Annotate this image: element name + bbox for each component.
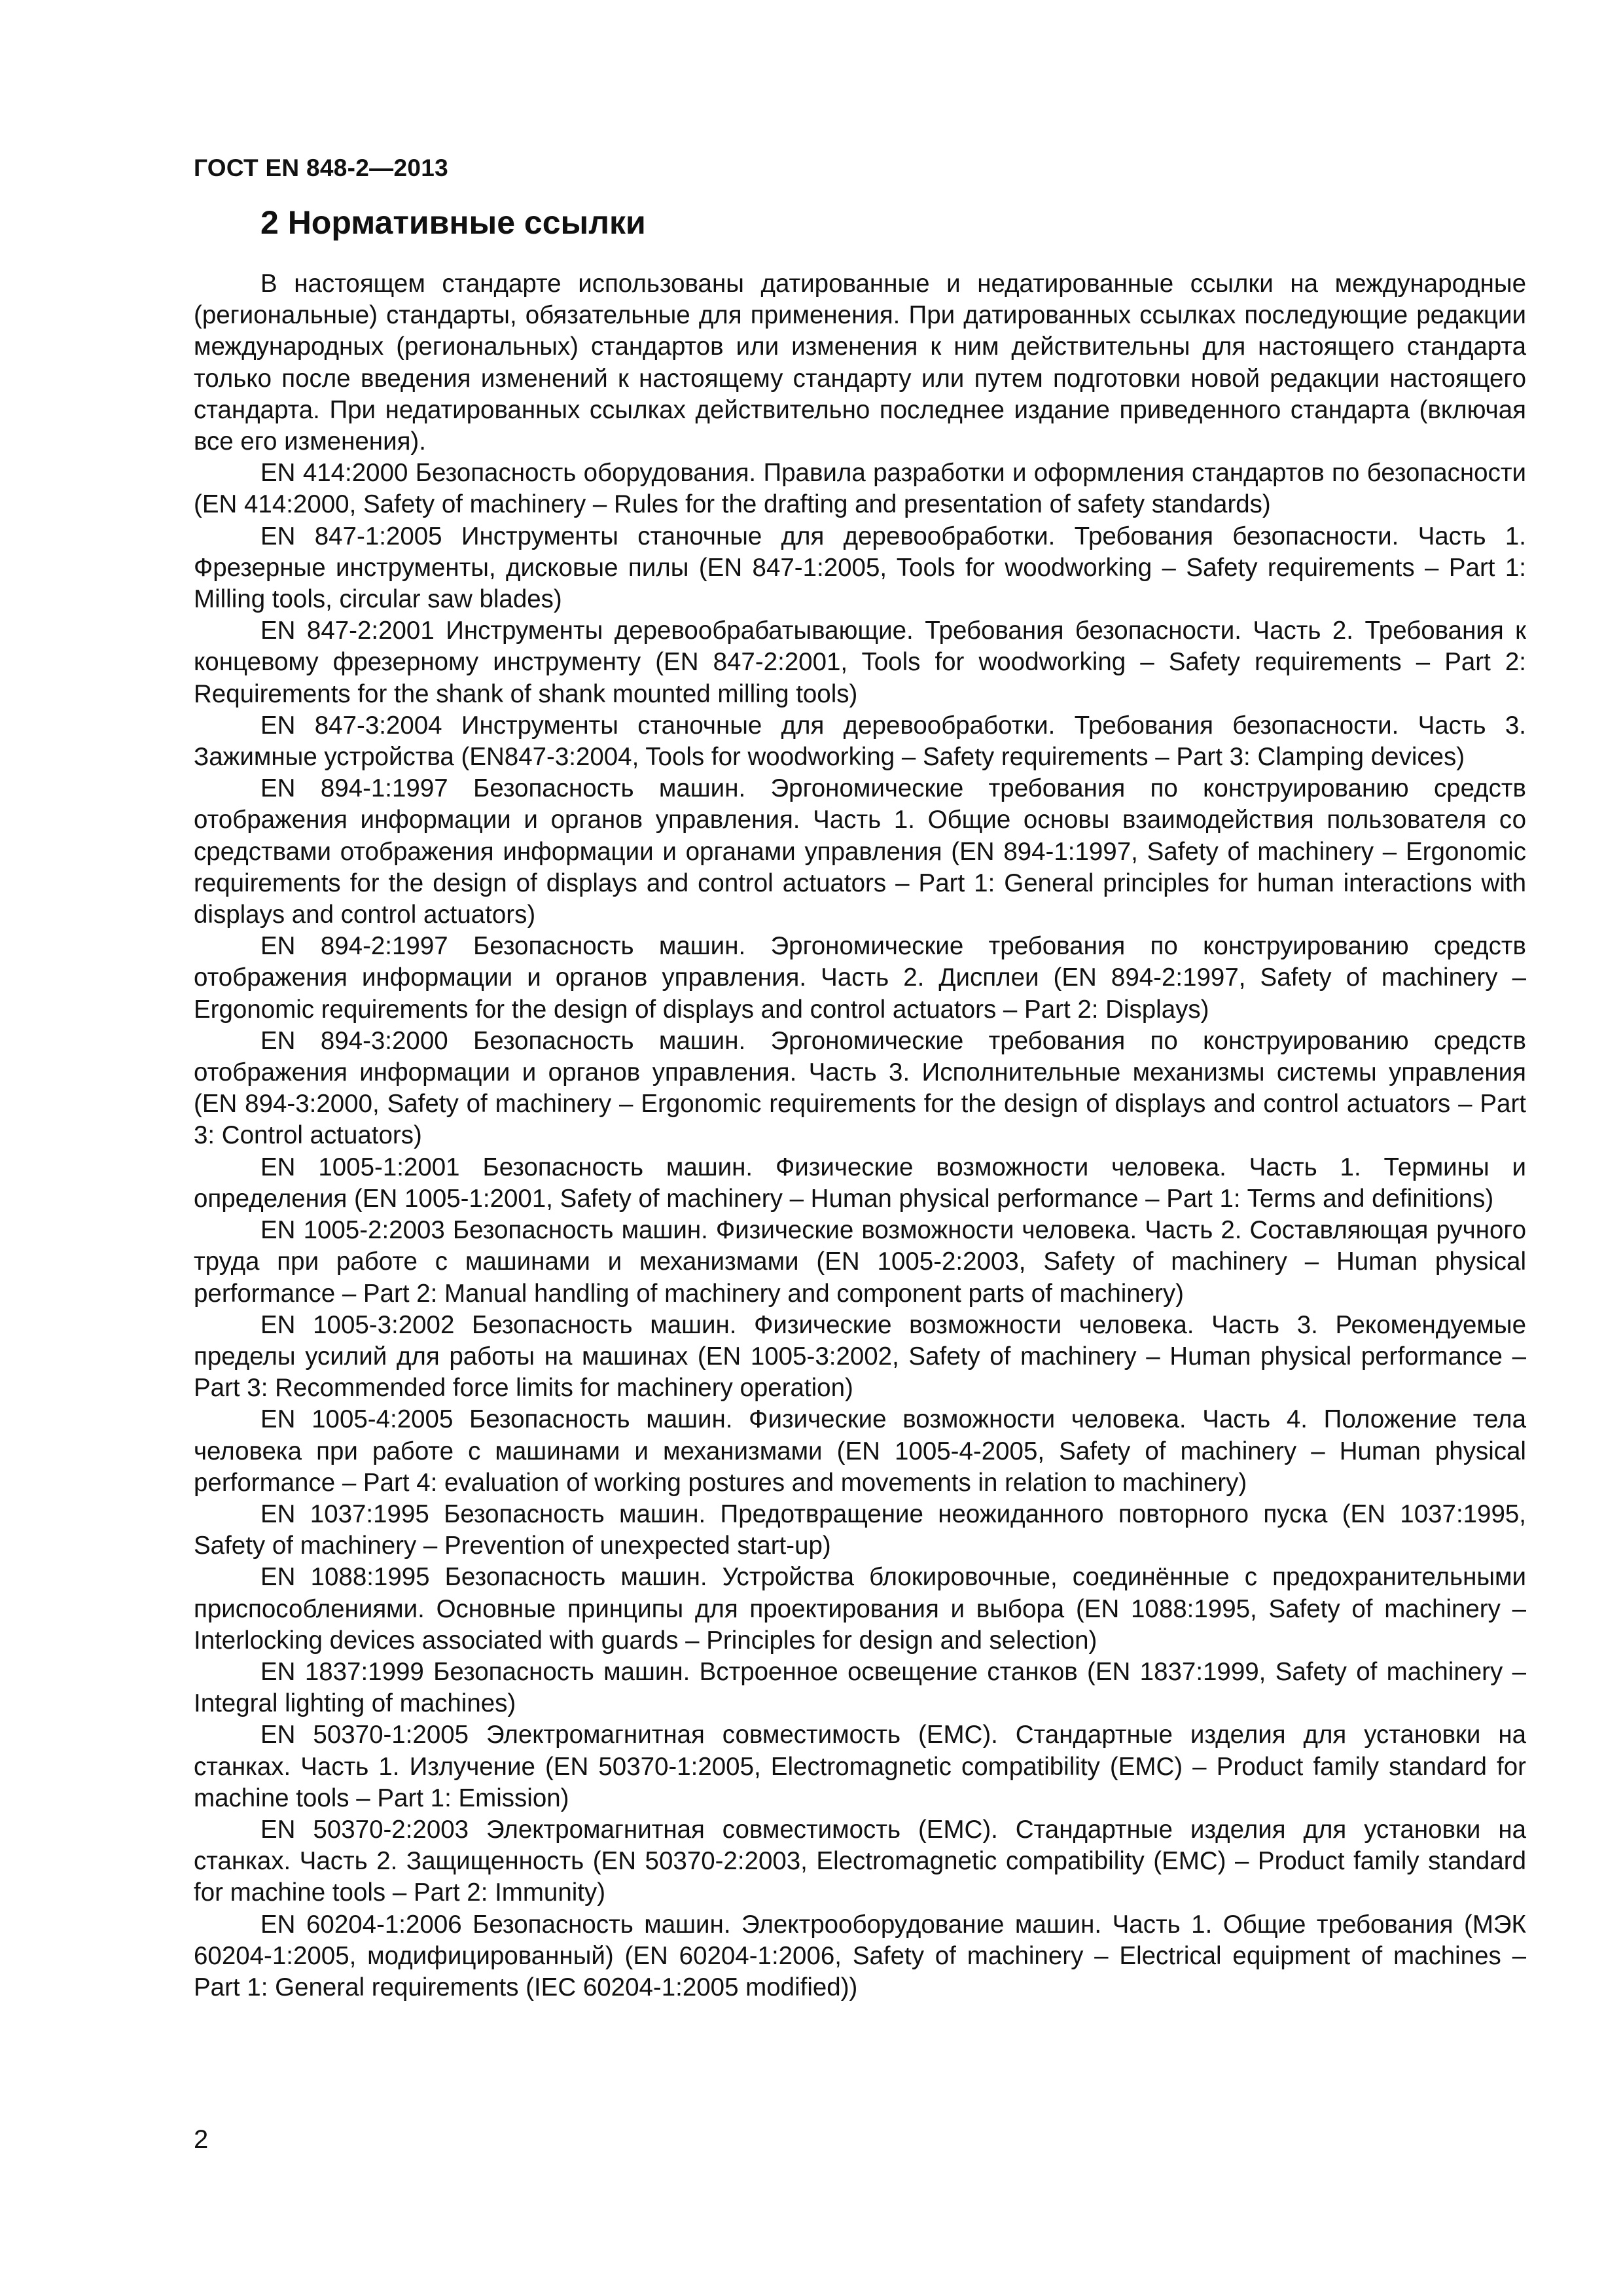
section-title: 2 Нормативные ссылки xyxy=(260,204,646,241)
page-number: 2 xyxy=(194,2125,209,2154)
reference-en-60204-1: EN 60204-1:2006 Безопасность машин. Электрооборудование машин. Часть 1. Общие требования (МЭК 60204-1:2005, модифицированный) (EN 60204-1:2006, Safety of machinery – Electrical equipment of machines – Part 1: General requirements (IEC 60204-1:2005 modified)) xyxy=(194,1910,1526,2001)
reference-en-1005-2: EN 1005-2:2003 Безопасность машин. Физические возможности человека. Часть 2. Составляющая ручного труда при работе с машинами и механизмами (EN 1005-2:2003, Safety of machinery – Human physical performance – Part 2: Manual handling of machinery and component parts of machinery) xyxy=(194,1216,1526,1308)
reference-en-1005-4: EN 1005-4:2005 Безопасность машин. Физические возможности человека. Часть 4. Положение тела человека при работе с машинами и механизмами (EN 1005-4-2005, Safety of machinery – Human physical performance – Part 4: evaluation of working postures and movements in relation to machinery) xyxy=(194,1405,1526,1497)
intro-paragraph: В настоящем стандарте использованы датированные и недатированные ссылки на международные (региональные) стандарты, обязательные для применения. При датированных ссылках последующие редакции международных (региональных) стандартов или изменения к ним действительны для настоящего стандарта только после введения изменений к настоящему стандарту или путем подготовки новой редакции настоящего стандарта. При недатированных ссылках действительно последнее издание приведенного стандарта (включая все его изменения). xyxy=(194,270,1526,456)
reference-en-50370-1: EN 50370-1:2005 Электромагнитная совместимость (EMC). Стандартные изделия для установки на станках. Часть 1. Излучение (EN 50370-1:2005, Electromagnetic compatibility (EMC) – Product family standard for machine tools – Part 1: Emission) xyxy=(194,1721,1526,1812)
reference-en-894-3: EN 894-3:2000 Безопасность машин. Эргономические требования по конструированию средств отображения информации и органов управления. Часть 3. Исполнительные механизмы системы управления (EN 894-3:2000, Safety of machinery – Ergonomic requirements for the design of displays and control actuators – Part 3: Control actuators) xyxy=(194,1026,1526,1150)
reference-en-50370-2: EN 50370-2:2003 Электромагнитная совместимость (EMC). Стандартные изделия для установки на станках. Часть 2. Защищенность (EN 50370-2:2003, Electromagnetic compatibility (EMC) – Product family standard for machine tools – Part 2: Immunity) xyxy=(194,1815,1526,1907)
reference-en-894-1: EN 894-1:1997 Безопасность машин. Эргономические требования по конструированию средств отображения информации и органов управления. Часть 1. Общие основы взаимодействия пользователя со средствами отображения информации и органами управления (EN 894-1:1997, Safety of machinery – Ergonomic requirements for the design of displays and control actuators – Part 1: General principles for human interactions with displays and control actuators) xyxy=(194,774,1526,929)
reference-en-1005-3: EN 1005-3:2002 Безопасность машин. Физические возможности человека. Часть 3. Рекомендуемые пределы усилий для работы на машинах (EN 1005-3:2002, Safety of machinery – Human physical performance – Part 3: Recommended force limits for machinery operation) xyxy=(194,1310,1526,1403)
reference-en-847-2: EN 847-2:2001 Инструменты деревообрабатывающие. Требования безопасности. Часть 2. Требования к концевому фрезерному инструменту (EN 847-2:2001, Tools for woodworking – Safety requirements – Part 2: Requirements for the shank of shank mounted milling tools) xyxy=(194,617,1526,708)
document-code-header: ГОСТ EN 848-2—2013 xyxy=(194,154,448,181)
reference-en-1837: EN 1837:1999 Безопасность машин. Встроенное освещение станков (EN 1837:1999, Safety of machinery – Integral lighting of machines) xyxy=(194,1657,1526,1718)
references-body xyxy=(194,268,1526,2003)
reference-en-894-2: EN 894-2:1997 Безопасность машин. Эргономические требования по конструированию средств отображения информации и органов управления. Часть 2. Дисплеи (EN 894-2:1997, Safety of machinery – Ergonomic requirements for the design of displays and control actuators – Part 2: Displays) xyxy=(194,932,1526,1024)
reference-en-1037: EN 1037:1995 Безопасность машин. Предотвращение неожиданного повторного пуска (EN 1037:1995, Safety of machinery – Prevention of unexpected start-up) xyxy=(194,1499,1526,1560)
reference-en-1088: EN 1088:1995 Безопасность машин. Устройства блокировочные, соединённые с предохранительными приспособлениями. Основные принципы для проектирования и выбора (EN 1088:1995, Safety of machinery – Interlocking devices associated with guards – Principles for design and selection) xyxy=(194,1563,1526,1655)
reference-en-847-1: EN 847-1:2005 Инструменты станочные для деревообработки. Требования безопасности. Часть 1. Фрезерные инструменты, дисковые пилы (EN 847-1:2005, Tools for woodworking – Safety requirements – Part 1: Milling tools, circular saw blades) xyxy=(194,522,1526,614)
reference-en-414: EN 414:2000 Безопасность оборудования. Правила разработки и оформления стандартов по безопасности (EN 414:2000, Safety of machinery – Rules for the drafting and presentation of safety standards) xyxy=(194,459,1526,519)
reference-en-1005-1: EN 1005-1:2001 Безопасность машин. Физические возможности человека. Часть 1. Термины и определения (EN 1005-1:2001, Safety of machinery – Human physical performance – Part 1: Terms and definitions) xyxy=(194,1153,1526,1213)
reference-en-847-3: EN 847-3:2004 Инструменты станочные для деревообработки. Требования безопасности. Часть 3. Зажимные устройства (EN847-3:2004, Tools for woodworking – Safety requirements – Part 3: Clamping devices) xyxy=(194,711,1526,772)
